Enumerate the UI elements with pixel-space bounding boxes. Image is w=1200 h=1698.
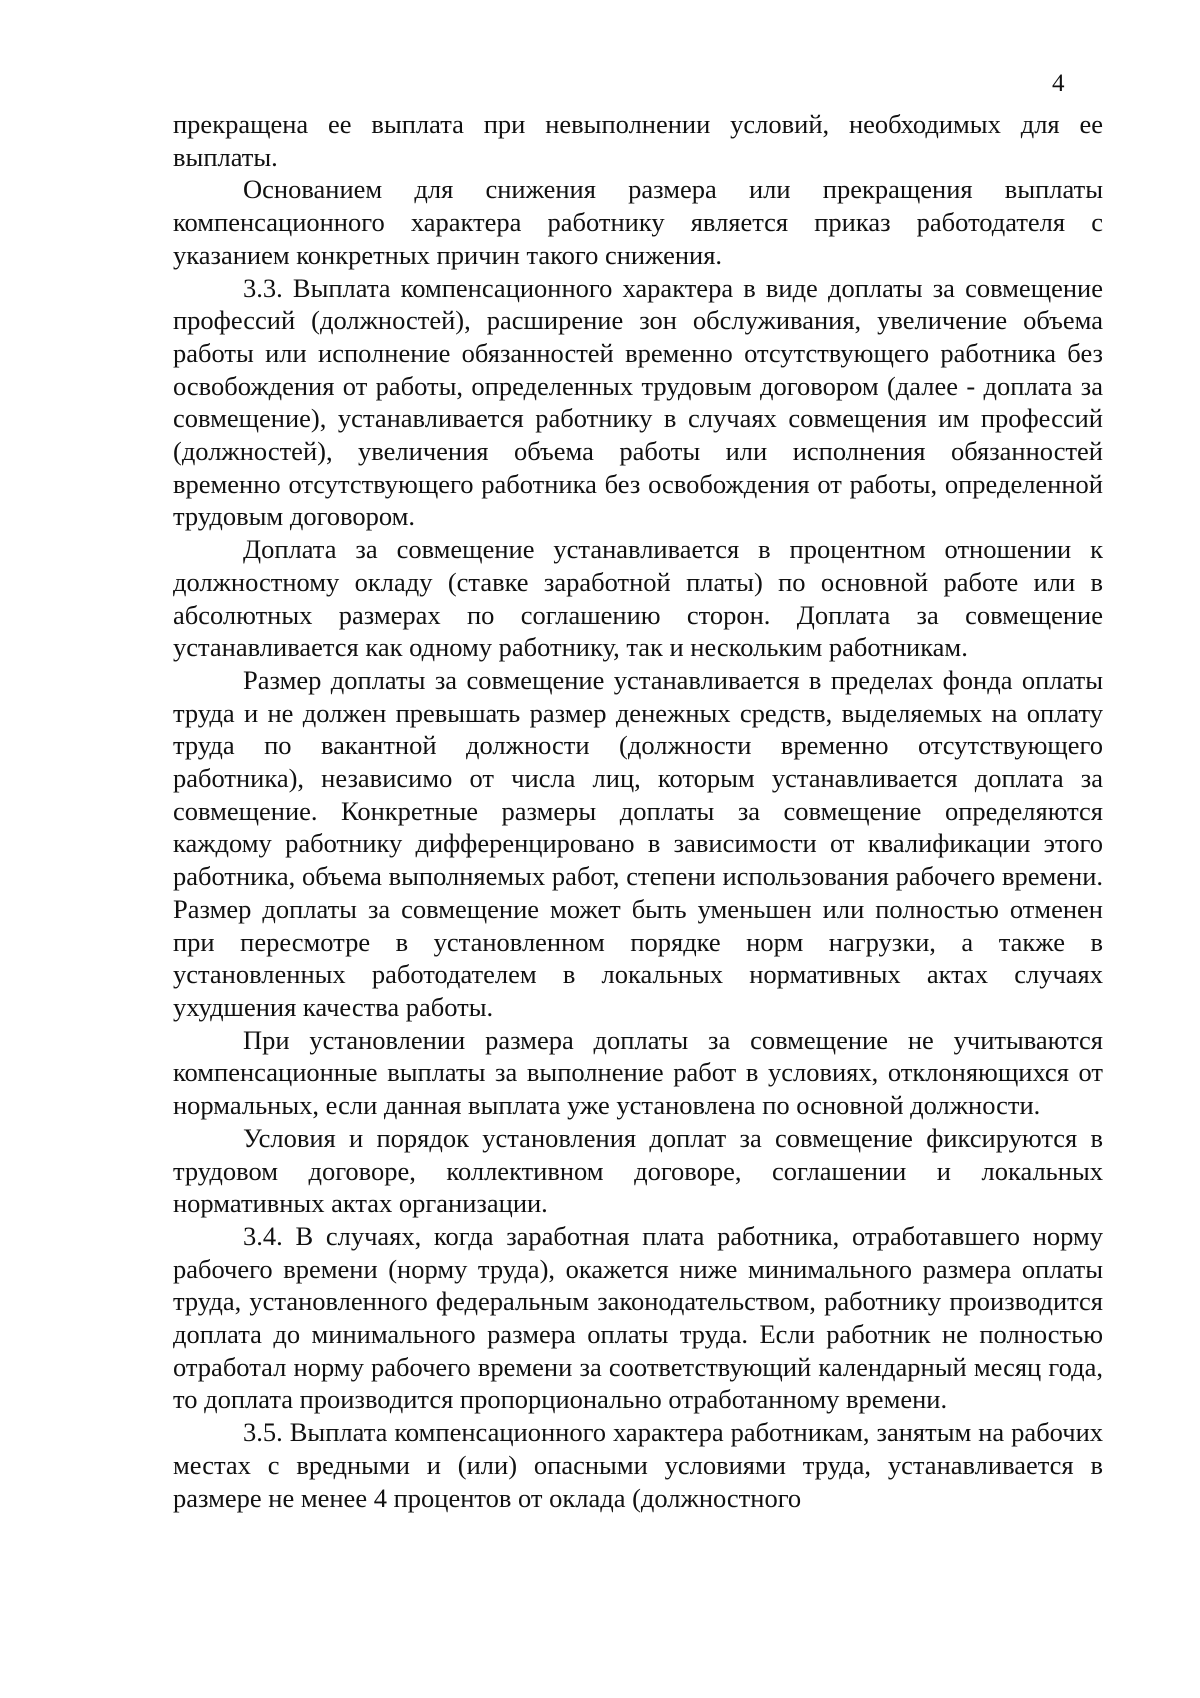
paragraph-continuation: прекращена ее выплата при невыполнении условий, необходимых для ее выплаты. [173,109,1103,172]
paragraph-compensation-not-counted: При установлении размера доплаты за совмещение не учитываются компенсационные выплаты за выполнение работ в условиях, отклоняющихся от нормальных, если данная выплата уже установлена по основной должности. [173,1024,1103,1121]
paragraph-3-3: 3.3. Выплата компенсационного характера в виде доплаты за совмещение профессий (должностей), расширение зон обслуживания, увеличение объема работы или исполнение обязанностей временно отсутствующего работника без освобождения от работы, определенных трудовым договором (далее - доплата за совмещение), устанавливается работнику в случаях совмещения им профессий (должностей), увеличения объема работы или исполнения обязанностей временно отсутствующего работника без освобождения от работы, определенной трудовым договором. [173,272,1103,532]
paragraph-combination-amount: Размер доплаты за совмещение устанавливается в пределах фонда оплаты труда и не должен превышать размер денежных средств, выделяемых на оплату труда по вакантной должности (должности временно отсутствующего работника), независимо от числа лиц, которым устанавливается доплата за совмещение. Конкретные размеры доплаты за совмещение определяются каждому работнику дифференцировано в зависимости от квалификации этого работника, объема выполняемых работ, степени использования рабочего времени. Размер доплаты за совмещение может быть уменьшен или полностью отменен при пересмотре в установленном порядке норм нагрузки, а также в установленных работодателем в локальных нормативных актах случаях ухудшения качества работы. [173,664,1103,1022]
paragraph-basis-for-reduction: Основанием для снижения размера или прекращения выплаты компенсационного характера работнику является приказ работодателя с указанием конкретных причин такого снижения. [173,174,1103,270]
paragraph-conditions-fixed: Условия и порядок установления доплат за совмещение фиксируются в трудовом договоре, коллективном договоре, соглашении и локальных нормативных актах организации. [173,1122,1103,1219]
page-number: 4 [1052,70,1065,97]
paragraph-3-4: 3.4. В случаях, когда заработная плата работника, отработавшего норму рабочего времени (норму труда), окажется ниже минимального размера оплаты труда, установленного федеральным законодательством, работнику производится доплата до минимального размера оплаты труда. Если работник не полностью отработал норму рабочего времени за соответствующий календарный месяц года, то доплата производится пропорционально отработанному времени. [173,1220,1103,1415]
paragraph-combination-percentage: Доплата за совмещение устанавливается в процентном отношении к должностному окладу (ставке заработной платы) по основной работе или в абсолютных размерах по соглашению сторон. Доплата за совмещение устанавливается как одному работнику, так и нескольким работникам. [173,534,1103,663]
document-body [173,108,1103,1514]
paragraph-3-5: 3.5. Выплата компенсационного характера работникам, занятым на рабочих местах с вредными и (или) опасными условиями труда, устанавливается в размере не менее 4 процентов от оклада (должностного [173,1417,1103,1513]
